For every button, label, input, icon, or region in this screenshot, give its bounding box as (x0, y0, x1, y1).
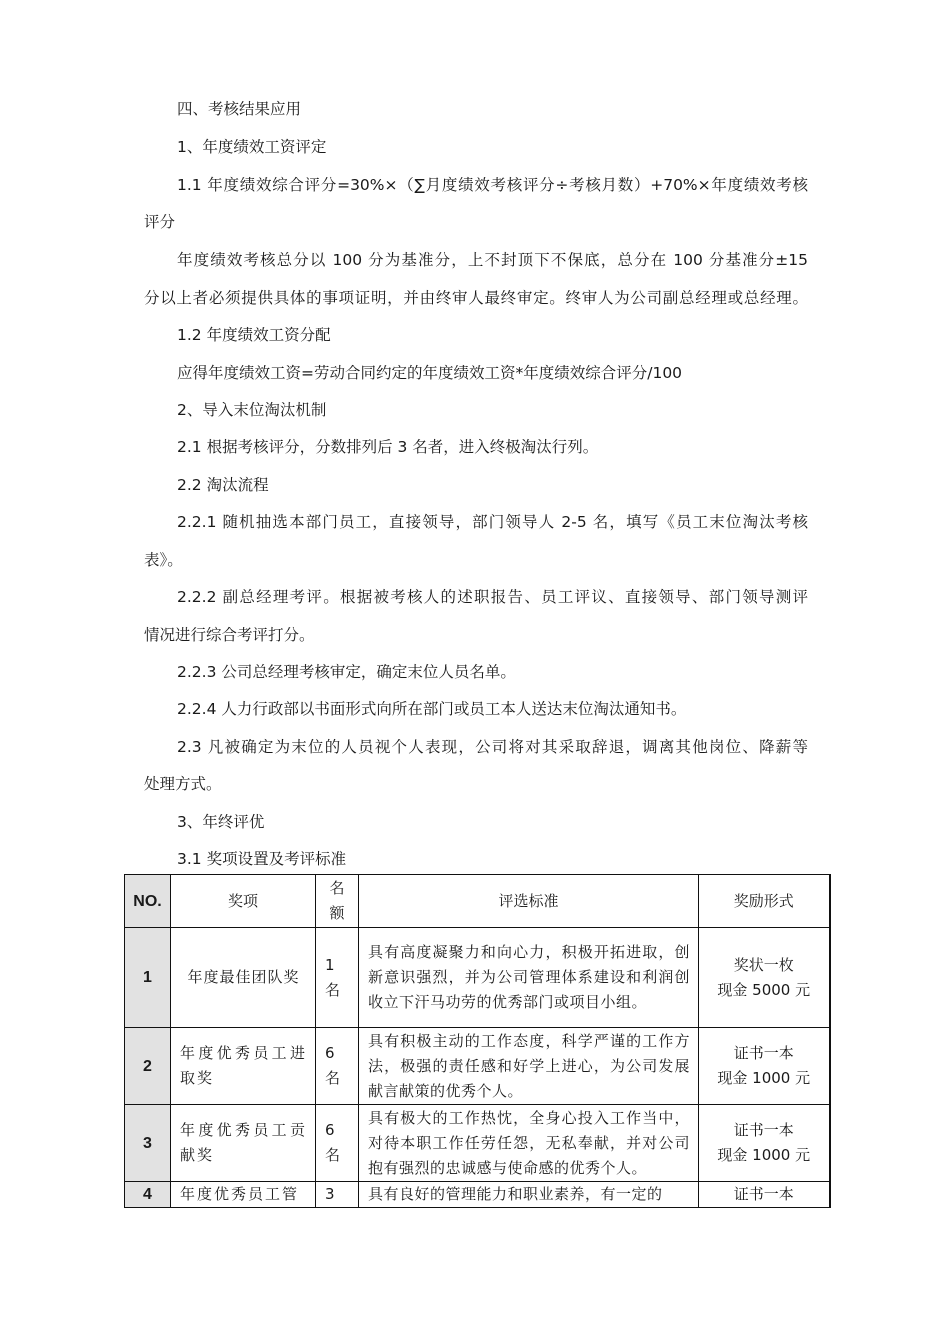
row-criteria: 具有极大的工作热忱，全身心投入工作当中，对待本职工作任劳任怨，无私奉献，并对公司抱有强烈的忠诚感与使命感的优秀个人。 (359, 1105, 699, 1182)
row-reward (699, 1028, 830, 1105)
row-quota (316, 928, 359, 1028)
row-quota-unit: 名 (325, 1069, 341, 1087)
paragraph-2-3-line2: 处理方式。 (144, 775, 222, 793)
table-header-row (125, 875, 830, 928)
paragraph-2-3-line1: 2.3 凡被确定为末位的人员视个人表现，公司将对其采取辞退，调离其他岗位、降薪等 (177, 738, 808, 756)
row-quota-unit: 名 (325, 1146, 341, 1164)
row-award: 年度优秀员工进取奖 (171, 1028, 316, 1105)
awards-table (124, 874, 831, 1208)
row-award: 年度最佳团队奖 (171, 928, 316, 1028)
subsection-heading-2-2: 2.2 淘汰流程 (177, 476, 269, 494)
paragraph-2-2-1-line2: 表》。 (144, 551, 183, 569)
row-reward-line1: 奖状一枚 (733, 955, 794, 974)
row-no: 1 (125, 928, 171, 1028)
table-row (125, 1028, 830, 1105)
row-award: 年度优秀员工贡献奖 (171, 1105, 316, 1182)
subsection-heading-3-1: 3.1 奖项设置及考评标准 (177, 850, 347, 868)
header-no: NO. (125, 875, 171, 928)
paragraph-formula: 应得年度绩效工资=劳动合同约定的年度绩效工资*年度绩效综合评分/100 (177, 364, 683, 382)
header-quota (316, 875, 359, 928)
paragraph-score-line2: 分以上者必须提供具体的事项证明，并由终审人最终审定。终审人为公司副总经理或总经理。 (144, 289, 808, 307)
subsection-heading-2: 2、导入末位淘汰机制 (177, 401, 327, 419)
row-criteria: 具有积极主动的工作态度，科学严谨的工作方法，极强的责任感和好学上进心，为公司发展献言献策的优秀个人。 (359, 1028, 699, 1105)
table-row (125, 928, 830, 1028)
paragraph-2-1: 2.1 根据考核评分，分数排列后 3 名者，进入终极淘汰行列。 (177, 438, 599, 456)
row-reward-line1: 证书一本 (733, 1121, 794, 1139)
paragraph-1-1-line1: 1.1 年度绩效综合评分=30%×（∑月度绩效考核评分÷考核月数）+70%×年度绩效考核 (177, 176, 808, 194)
row-quota-number: 3 (325, 1185, 335, 1203)
paragraph-1-1-line2: 评分 (144, 213, 176, 231)
row-quota-unit: 名 (325, 980, 341, 999)
row-quota-number: 6 (325, 1044, 335, 1062)
row-criteria: 具有良好的管理能力和职业素养，有一定的 (359, 1182, 699, 1208)
row-quota-number: 1 (325, 955, 335, 974)
header-quota-line2: 额 (329, 904, 345, 922)
paragraph-2-2-3: 2.2.3 公司总经理考核审定，确定末位人员名单。 (177, 663, 516, 681)
subsection-heading-1: 1、年度绩效工资评定 (177, 138, 327, 156)
paragraph-2-2-1-line1: 2.2.1 随机抽选本部门员工，直接领导，部门领导人 2-5 名，填写《员工末位淘汰考核 (177, 513, 808, 531)
row-quota-number: 6 (325, 1121, 335, 1139)
subsection-heading-1-2: 1.2 年度绩效工资分配 (177, 326, 331, 344)
subsection-heading-3: 3、年终评优 (177, 813, 265, 831)
row-reward (699, 1105, 830, 1182)
paragraph-2-2-4: 2.2.4 人力行政部以书面形式向所在部门或员工本人送达末位淘汰通知书。 (177, 700, 687, 718)
paragraph-2-2-2-line1: 2.2.2 副总经理考评。根据被考核人的述职报告、员工评议、直接领导、部门领导测评 (177, 588, 808, 606)
row-reward-line1: 证书一本 (733, 1185, 794, 1203)
row-reward-line2: 现金 1000 元 (717, 1146, 811, 1164)
row-no: 4 (125, 1182, 171, 1208)
row-reward (699, 1182, 830, 1208)
header-criteria: 评选标准 (359, 875, 699, 928)
paragraph-2-2-2-line2: 情况进行综合考评打分。 (144, 626, 315, 644)
row-reward (699, 928, 830, 1028)
row-criteria: 具有高度凝聚力和向心力，积极开拓进取，创新意识强烈，并为公司管理体系建设和利润创收立下汗马功劳的优秀部门或项目小组。 (359, 928, 699, 1028)
row-reward-line1: 证书一本 (733, 1044, 794, 1062)
row-quota (316, 1105, 359, 1182)
row-reward-line2: 现金 1000 元 (717, 1069, 811, 1087)
table-row (125, 1182, 830, 1208)
table-row (125, 1105, 830, 1182)
row-quota (316, 1028, 359, 1105)
header-award: 奖项 (171, 875, 316, 928)
header-reward: 奖励形式 (699, 875, 830, 928)
section-heading-4: 四、考核结果应用 (177, 100, 302, 118)
header-quota-line1: 名 (329, 879, 345, 897)
row-no: 2 (125, 1028, 171, 1105)
row-award: 年度优秀员工管 (171, 1182, 316, 1208)
paragraph-score-line1: 年度绩效考核总分以 100 分为基准分，上不封顶下不保底，总分在 100 分基准分±15 (177, 251, 808, 269)
row-quota (316, 1182, 359, 1208)
row-no: 3 (125, 1105, 171, 1182)
row-reward-line2: 现金 5000 元 (717, 980, 811, 999)
